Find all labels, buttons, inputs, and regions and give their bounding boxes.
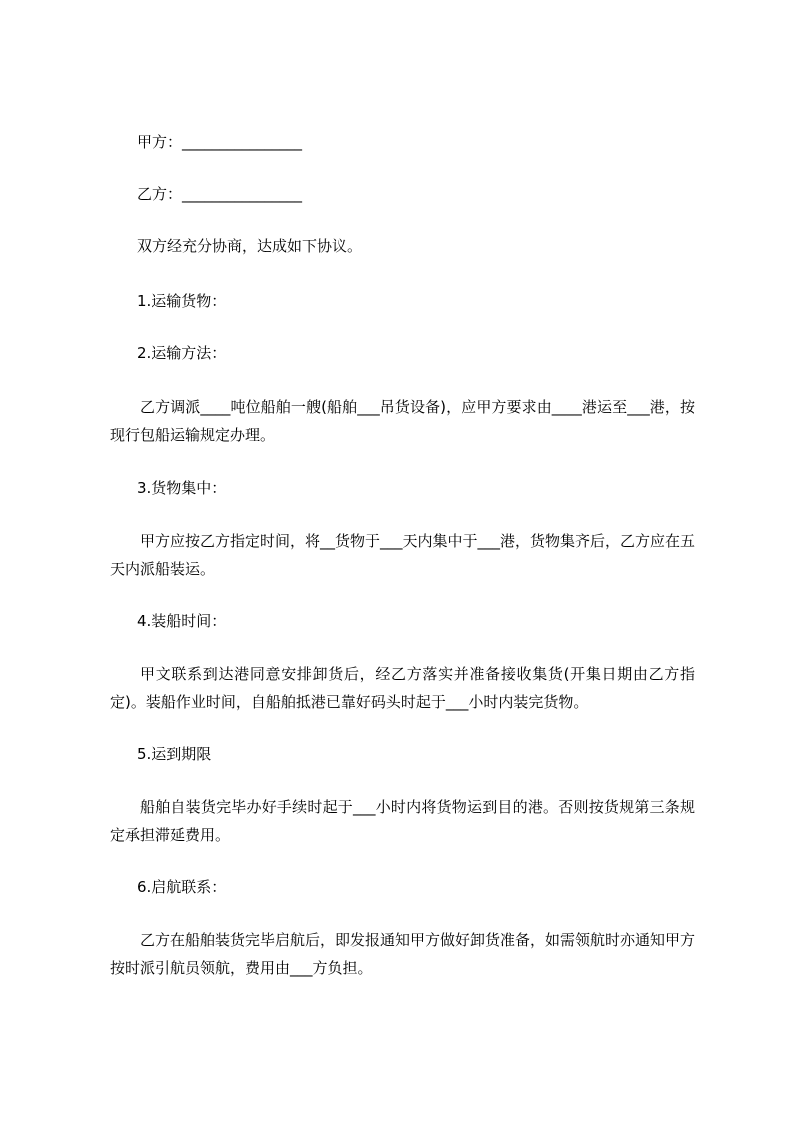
intro-text: 双方经充分协商，达成如下协议。 bbox=[137, 237, 363, 255]
section-heading: 4.装船时间： bbox=[137, 612, 227, 630]
section-body: 船舶自装货完毕办好手续时起于___小时内将货物运到目的港。否则按货规第三条规定承担滞延费用。 bbox=[110, 798, 695, 844]
section-body: 甲方应按乙方指定时间，将__货物于___天内集中于___港，货物集齐后，乙方应在五天内派船装运。 bbox=[110, 532, 696, 578]
section-body: 乙方调派____吨位船舶一艘(船舶___吊货设备)，应甲方要求由____港运至___港，按现行包船运输规定办理。 bbox=[110, 398, 695, 444]
section-heading: 3.货物集中： bbox=[137, 479, 227, 497]
section-heading: 1.运输货物： bbox=[137, 292, 227, 310]
section-heading: 2.运输方法： bbox=[137, 344, 227, 362]
section-body: 甲文联系到达港同意安排卸货后，经乙方落实并准备接收集货(开集日期由乙方指定)。装船作业时间，自船舶抵港已靠好码头时起于___小时内装完货物。 bbox=[110, 665, 695, 711]
party-a-line: 甲方：________________ bbox=[137, 133, 303, 151]
section-heading: 6.启航联系： bbox=[137, 878, 227, 896]
section-heading: 5.运到期限 bbox=[137, 745, 212, 763]
party-b-line: 乙方：________________ bbox=[137, 185, 303, 203]
section-body: 乙方在船舶装货完毕启航后，即发报通知甲方做好卸货准备，如需领航时亦通知甲方按时派引航员领航，费用由___方负担。 bbox=[110, 931, 696, 977]
